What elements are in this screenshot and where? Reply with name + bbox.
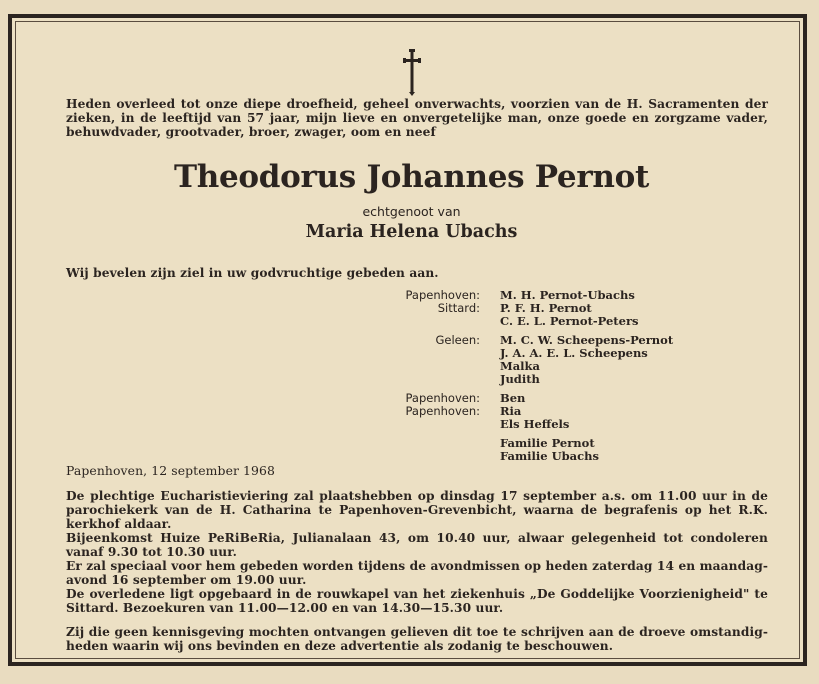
- intro-text: Heden overleed tot onze diepe droefheid, geheel onverwachts, voorzien van de H. Sacramenten der zieken, in de leeftijd van 57 jaar, mijn lieve en onvergetelijke man, onze goede en zorgzame vader, behuwdvader, grootvader, broer, zwager, oom en neef: [66, 97, 768, 139]
- family-list: [387, 288, 717, 462]
- commend-text: Wij bevelen zijn ziel in uw godvruchtige gebeden aan.: [66, 266, 439, 280]
- family-place: Papenhoven:: [405, 404, 480, 418]
- notice-frame: [8, 14, 807, 666]
- family-member: Ria: [500, 404, 522, 418]
- spouse-name: Maria Helena Ubachs: [305, 222, 518, 242]
- spouse-label: echtgenoot van: [362, 204, 461, 219]
- family-row: [387, 404, 717, 417]
- family-place: Sittard:: [437, 301, 480, 315]
- family-member: Judith: [500, 372, 540, 386]
- family-row: [387, 333, 717, 346]
- family-member: Els Heffels: [500, 417, 570, 431]
- cross-icon: [402, 48, 422, 96]
- family-row: [387, 449, 717, 462]
- paragraph: De plechtige Eucharistieviering zal plaatshebben op dinsdag 17 september a.s. om 11.00 uur in de parochiekerk van de H. Catharina te Papenhoven-Grevenbicht, waarna de begrafenis op het R.K. kerkhof aldaar.: [66, 489, 768, 531]
- family-row: [387, 436, 717, 449]
- paragraph: Zij die geen kennisgeving mochten ontvangen gelieven dit toe te schrijven aan de droeve omstandig-heden waarin wij ons bevinden en deze advertentie als zodanig te beschouwen.: [66, 625, 768, 653]
- family-row: [387, 359, 717, 372]
- family-member: M. C. W. Scheepens-Pernot: [500, 333, 674, 347]
- family-member: Malka: [500, 359, 540, 373]
- paragraph: Er zal speciaal voor hem gebeden worden tijdens de avondmissen op heden zaterdag 14 en maandag-avond 16 september om 19.00 uur.: [66, 559, 768, 587]
- family-place: Papenhoven:: [405, 288, 480, 302]
- family-place: Geleen:: [435, 333, 480, 347]
- family-member: Familie Ubachs: [500, 449, 599, 463]
- family-row: [387, 314, 717, 327]
- family-member: M. H. Pernot-Ubachs: [500, 288, 635, 302]
- family-row: [387, 391, 717, 404]
- family-row: [387, 288, 717, 301]
- service-details: [66, 489, 768, 653]
- family-row: [387, 301, 717, 314]
- paragraph: Bijeenkomst Huize PeRiBeRia, Julianalaan 43, om 10.40 uur, alwaar gelegenheid tot condoleren vanaf 9.30 tot 10.30 uur.: [66, 531, 768, 559]
- date-line: Papenhoven, 12 september 1968: [66, 463, 275, 478]
- family-member: P. F. H. Pernot: [500, 301, 592, 315]
- family-member: Ben: [500, 391, 526, 405]
- family-member: C. E. L. Pernot-Peters: [500, 314, 639, 328]
- paragraph: De overledene ligt opgebaard in de rouwkapel van het ziekenhuis „De Goddelijke Voorzienigheid" te Sittard. Bezoekuren van 11.00—12.00 en van 14.30—15.30 uur.: [66, 587, 768, 615]
- family-member: Familie Pernot: [500, 436, 595, 450]
- deceased-name: Theodorus Johannes Pernot: [173, 159, 650, 195]
- family-place: Papenhoven:: [405, 391, 480, 405]
- family-row: [387, 372, 717, 385]
- family-row: [387, 346, 717, 359]
- family-row: [387, 417, 717, 430]
- family-member: J. A. A. E. L. Scheepens: [500, 346, 648, 360]
